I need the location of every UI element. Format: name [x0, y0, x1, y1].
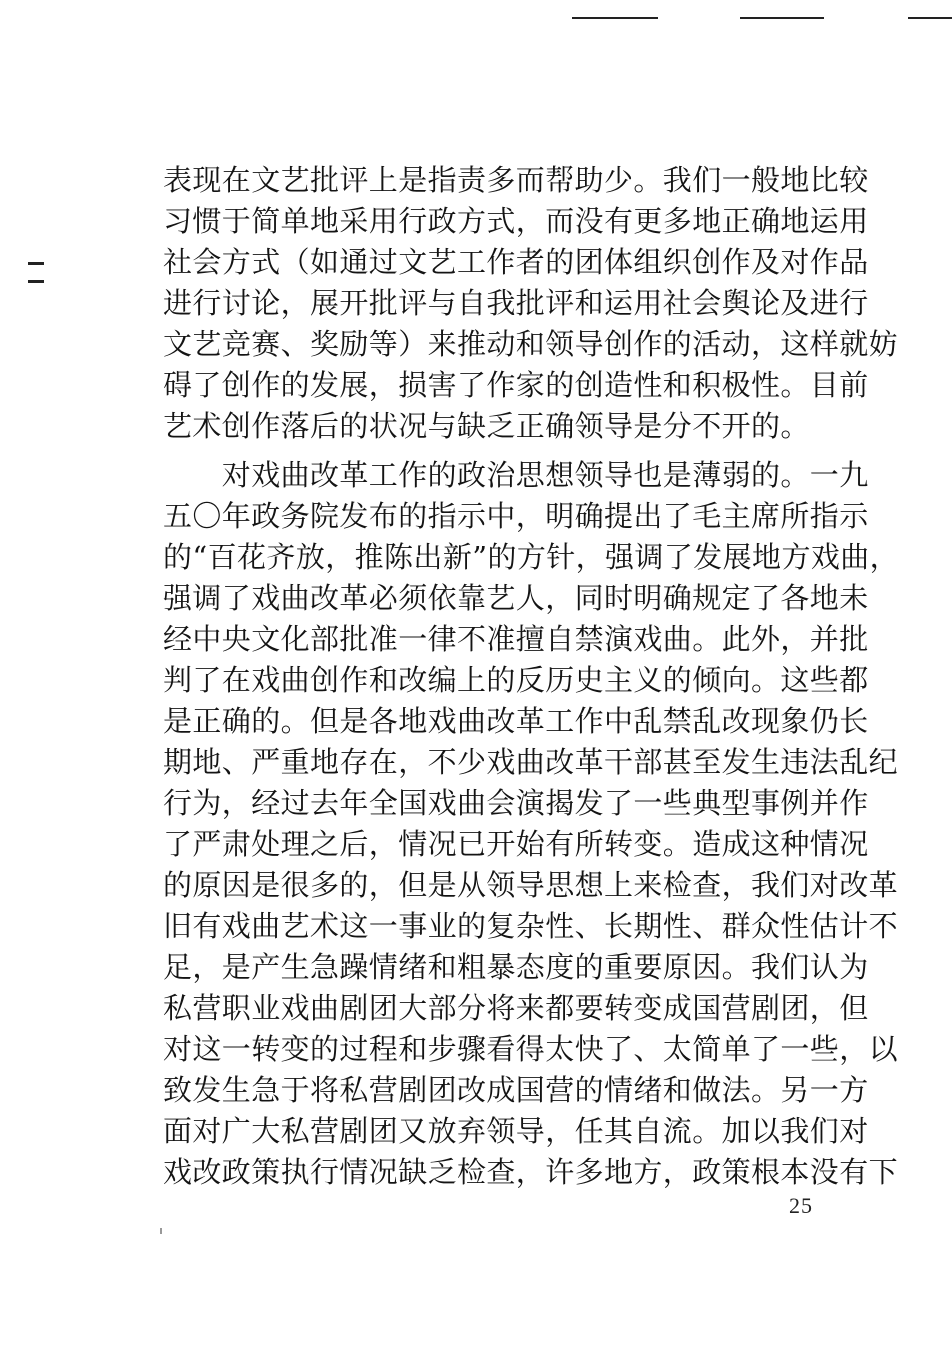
text-line: 面对广大私营剧团又放弃领导，任其自流。加以我们对 — [163, 1114, 869, 1148]
text-line: 进行讨论，展开批评与自我批评和运用社会舆论及进行 — [163, 286, 869, 320]
text-line: 旧有戏曲艺术这一事业的复杂性、长期性、群众性估计不 — [163, 909, 899, 943]
header-rule-left — [572, 17, 658, 19]
text-line: 文艺竞赛、奖励等）来推动和领导创作的活动，这样就妨 — [163, 327, 899, 361]
text-line: 私营职业戏曲剧团大部分将来都要转变成国营剧团，但 — [163, 991, 869, 1025]
body-text — [163, 160, 900, 1193]
text-line: 表现在文艺批评上是指责多而帮助少。我们一般地比较 — [163, 163, 869, 197]
text-line: 碍了创作的发展，损害了作家的创造性和积极性。目前 — [163, 368, 869, 402]
text-line: 经中央文化部批准一律不准擅自禁演戏曲。此外，并批 — [163, 622, 869, 656]
margin-mark-top — [28, 262, 44, 265]
paragraph — [163, 160, 899, 447]
scan-mark — [160, 1228, 162, 1234]
paragraph-spacer — [163, 447, 843, 455]
text-line: 强调了戏曲改革必须依靠艺人，同时明确规定了各地未 — [163, 581, 869, 615]
page-number: 25 — [789, 1193, 813, 1218]
text-line: 是正确的。但是各地戏曲改革工作中乱禁乱改现象仍长 — [163, 704, 869, 738]
margin-mark-bottom — [28, 280, 44, 283]
text-line: 期地、严重地存在，不少戏曲改革干部甚至发生违法乱纪 — [163, 745, 899, 779]
text-line: 行为，经过去年全国戏曲会演揭发了一些典型事例并作 — [163, 786, 869, 820]
text-line: 五〇年政务院发布的指示中，明确提出了毛主席所指示 — [163, 499, 869, 533]
header-rule-right — [908, 17, 952, 19]
text-line: 戏改政策执行情况缺乏检查，许多地方，政策根本没有下 — [163, 1155, 899, 1189]
text-line: 的原因是很多的，但是从领导思想上来检查，我们对改革 — [163, 868, 899, 902]
text-line: 对这一转变的过程和步骤看得太快了、太简单了一些，以 — [163, 1032, 899, 1066]
text-line: 致发生急于将私营剧团改成国营的情绪和做法。另一方 — [163, 1073, 869, 1107]
text-line: 对戏曲改革工作的政治思想领导也是薄弱的。一九 — [163, 458, 869, 492]
text-line: 的“百花齐放，推陈出新”的方针，强调了发展地方戏曲， — [163, 540, 900, 574]
header-rule-middle — [740, 17, 824, 19]
text-line: 艺术创作落后的状况与缺乏正确领导是分不开的。 — [163, 409, 810, 443]
text-line: 判了在戏曲创作和改编上的反历史主义的倾向。这些都 — [163, 663, 869, 697]
paragraph — [163, 455, 900, 1193]
text-line: 习惯于简单地采用行政方式，而没有更多地正确地运用 — [163, 204, 869, 238]
text-line: 社会方式（如通过文艺工作者的团体组织创作及对作品 — [163, 245, 869, 279]
text-line: 了严肃处理之后，情况已开始有所转变。造成这种情况 — [163, 827, 869, 861]
text-line: 足，是产生急躁情绪和粗暴态度的重要原因。我们认为 — [163, 950, 869, 984]
